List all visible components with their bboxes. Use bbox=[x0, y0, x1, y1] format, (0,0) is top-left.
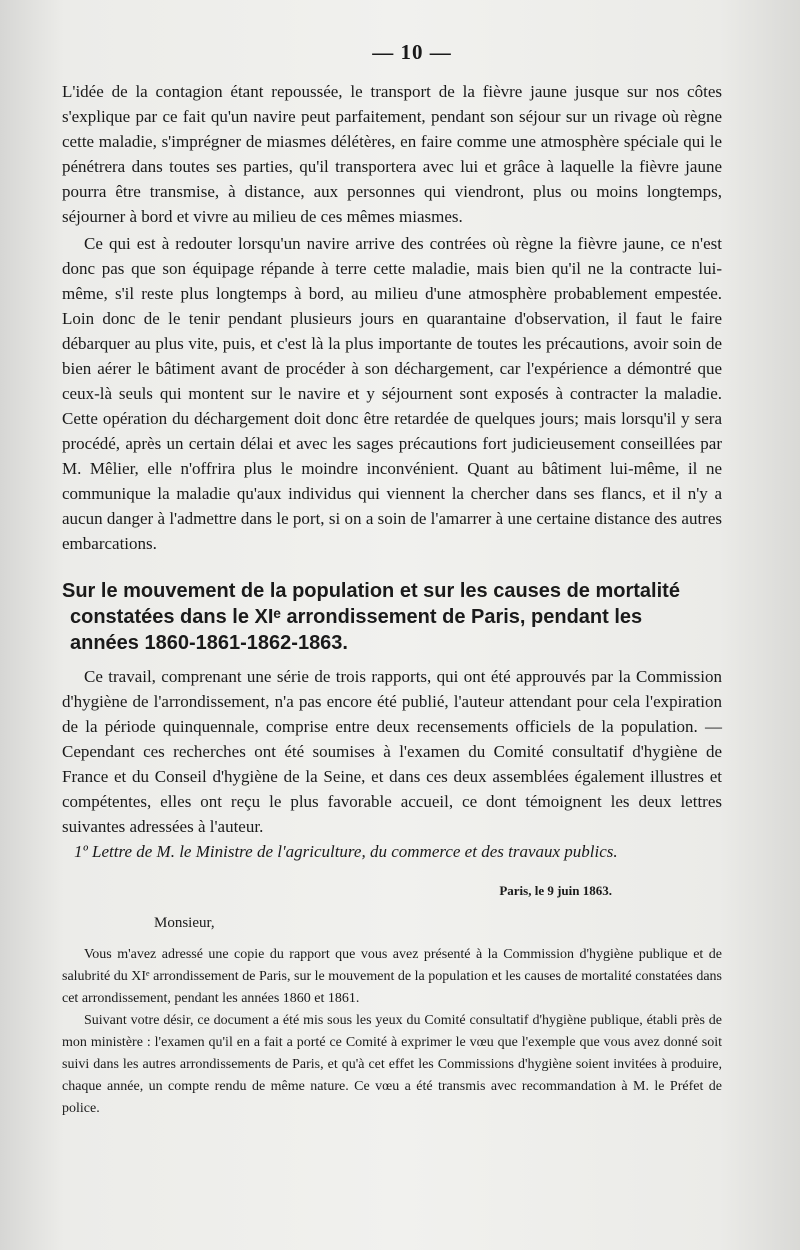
section-title bbox=[62, 578, 722, 656]
page-number: — 10 — bbox=[372, 40, 452, 64]
letter-heading: 1º Lettre de M. le Ministre de l'agriculture, du commerce et des travaux publics. bbox=[74, 842, 618, 861]
letter-salutation: Monsieur, bbox=[154, 915, 215, 931]
letter-date: Paris, le 9 juin 1863. bbox=[499, 883, 612, 898]
section-paragraph: Ce travail, comprenant une série de trois rapports, qui ont été approuvés par la Commission d'hygiène de l'arrondissement, n'a pas encore été publié, l'auteur attendant pour cela l'expiration de la période quinquennale, comprise entre deux recensements officiels de la population. — Cependant ces recherches ont été soumises à l'examen du Comité consultatif d'hygiène de France et du Conseil d'hygiène de la Seine, et dans ces deux assemblées également illustres et compétentes, elles ont reçu le plus favorable accueil, ce dont témoignent les deux lettres suivantes adressées à l'auteur. bbox=[62, 667, 722, 836]
letter-paragraph: Suivant votre désir, ce document a été mis sous les yeux du Comité consultatif d'hygiène publique, établi près de mon ministère : l'examen qu'il en a fait a porté ce Comité à exprimer le vœu que l'exemple que vous avez donné soit suivi dans les autres arrondissements de Paris, et qu'à cet effet les Commissions d'hygiène soient invitées à produire, chaque année, un compte rendu de même nature. Ce vœu a été transmis avec recommandation à M. le Préfet de police. bbox=[62, 1013, 722, 1116]
letter bbox=[62, 880, 722, 1120]
section-title-line-3: années 1860-1861-1862-1863. bbox=[70, 632, 348, 654]
paragraph-navire: Ce qui est à redouter lorsqu'un navire arrive des contrées où règne la fièvre jaune, ce n'est donc pas que son équipage répande à terre cette maladie, mais bien qu'il ne la contracte lui-même, s'il reste plus longtemps à bord, au milieu d'une atmosphère probablement empestée. Loin donc de le tenir pendant plusieurs jours en quarantaine d'observation, il faut le faire débarquer au plus vite, puis, et c'est là la plus importante de toutes les précautions, avoir soin de bien aérer le bâtiment avant de procéder à son déchargement, car l'expérience a démontré que ceux-là seuls qui montent sur le navire et y séjournent sont exposés à contracter la maladie. Cette opération du déchargement doit donc être retardée de quelques jours; mais lorsqu'il y sera procédé, après un certain délai et avec les sages précautions fort judicieusement conseillées par M. Mêlier, elle n'offrira plus le moindre inconvénient. Quant au bâtiment lui-même, il ne communique la maladie qu'aux individus qui viennent la chercher dans ses flancs, et il n'y a aucun danger à l'admettre dans le port, si on a soin de l'amarrer à une certaine distance des autres embarcations. bbox=[62, 234, 722, 553]
paragraph-contagion: L'idée de la contagion étant repoussée, le transport de la fièvre jaune jusque sur nos côtes s'explique par ce fait qu'un navire peut parfaitement, pendant son séjour sur un rivage où règne cette maladie, s'imprégner de miasmes délétères, en faire comme une atmosphère spéciale qui le pénétrera dans toutes ses parties, qu'il transportera avec lui et grâce à laquelle la fièvre jaune pourra être transmise, à distance, aux personnes qui viendront, plus ou moins longtemps, séjourner à bord et vivre au milieu de ces mêmes miasmes. bbox=[62, 82, 722, 226]
section-title-line-1: Sur le mouvement de la population et sur les causes de mortalité bbox=[62, 580, 680, 602]
letter-paragraph: Vous m'avez adressé une copie du rapport que vous avez présenté à la Commission d'hygiène publique et de salubrité du XIᵉ arrondissement de Paris, sur le mouvement de la population et les causes de mortalité constatées dans cet arrondissement, pendant les années 1860 et 1861. bbox=[62, 947, 722, 1006]
section-title-line-2: constatées dans le XIᵉ arrondissement de Paris, pendant les bbox=[70, 606, 643, 628]
